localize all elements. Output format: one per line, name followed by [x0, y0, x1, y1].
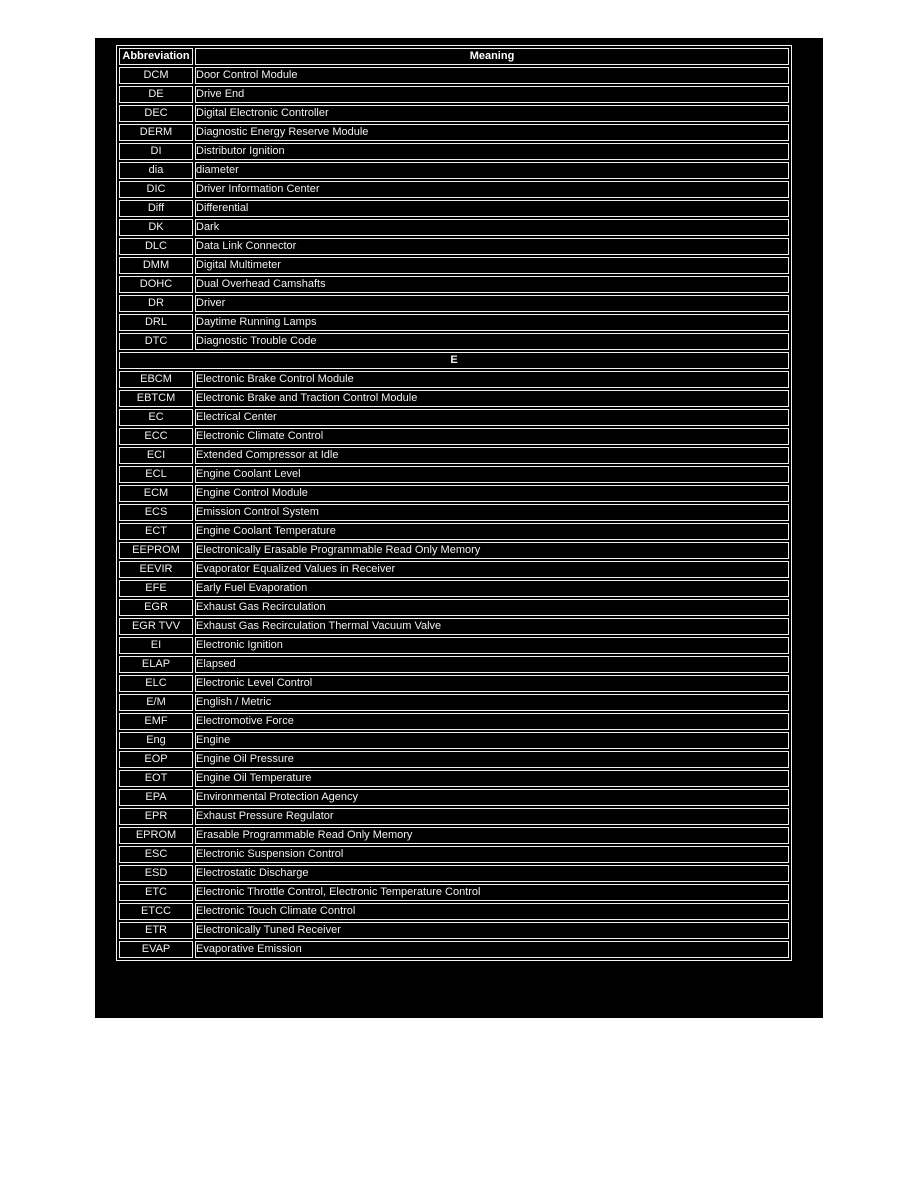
meaning-cell: Electronic Throttle Control, Electronic Temperature Control — [195, 884, 789, 901]
abbreviation-cell: EBCM — [119, 371, 193, 388]
meaning-cell: Diagnostic Trouble Code — [195, 333, 789, 350]
abbreviation-cell: ESC — [119, 846, 193, 863]
meaning-cell: Drive End — [195, 86, 789, 103]
abbreviation-cell: ELAP — [119, 656, 193, 673]
table-row — [119, 371, 789, 388]
abbreviation-column-header: Abbreviation — [119, 48, 193, 65]
table-row — [119, 466, 789, 483]
table-row — [119, 808, 789, 825]
table-row — [119, 504, 789, 521]
meaning-cell: Data Link Connector — [195, 238, 789, 255]
meaning-cell: Electronically Erasable Programmable Read Only Memory — [195, 542, 789, 559]
header-row — [119, 48, 789, 65]
meaning-cell: Electrostatic Discharge — [195, 865, 789, 882]
table-row — [119, 599, 789, 616]
meaning-cell: Environmental Protection Agency — [195, 789, 789, 806]
abbreviation-cell: EBTCM — [119, 390, 193, 407]
abbreviation-cell: ESD — [119, 865, 193, 882]
table-row — [119, 276, 789, 293]
meaning-cell: Electronic Ignition — [195, 637, 789, 654]
abbreviation-cell: DK — [119, 219, 193, 236]
table-row — [119, 732, 789, 749]
table-row — [119, 694, 789, 711]
table-row — [119, 314, 789, 331]
meaning-cell: Exhaust Pressure Regulator — [195, 808, 789, 825]
abbreviation-cell: EGR TVV — [119, 618, 193, 635]
table-row — [119, 827, 789, 844]
abbreviation-cell: DRL — [119, 314, 193, 331]
meaning-cell: Daytime Running Lamps — [195, 314, 789, 331]
table-panel — [95, 38, 823, 1018]
table-row — [119, 333, 789, 350]
abbreviation-cell: DLC — [119, 238, 193, 255]
abbreviation-cell: ECS — [119, 504, 193, 521]
abbreviation-cell: DCM — [119, 67, 193, 84]
meaning-cell: Door Control Module — [195, 67, 789, 84]
abbreviation-cell: EOP — [119, 751, 193, 768]
meaning-cell: Electronic Level Control — [195, 675, 789, 692]
table-row — [119, 485, 789, 502]
table-row — [119, 200, 789, 217]
table-row — [119, 124, 789, 141]
abbreviation-cell: DEC — [119, 105, 193, 122]
abbreviation-cell: EVAP — [119, 941, 193, 958]
table-row — [119, 561, 789, 578]
meaning-cell: Engine Control Module — [195, 485, 789, 502]
meaning-cell: Electronic Brake and Traction Control Module — [195, 390, 789, 407]
meaning-cell: English / Metric — [195, 694, 789, 711]
meaning-cell: Distributor Ignition — [195, 143, 789, 160]
section-label: E — [119, 352, 789, 369]
meaning-cell: Engine Coolant Temperature — [195, 523, 789, 540]
abbreviation-cell: EEPROM — [119, 542, 193, 559]
table-row — [119, 637, 789, 654]
abbreviation-cell: DMM — [119, 257, 193, 274]
abbreviation-cell: EC — [119, 409, 193, 426]
meaning-cell: Early Fuel Evaporation — [195, 580, 789, 597]
abbreviation-cell: ECM — [119, 485, 193, 502]
abbreviation-cell: DI — [119, 143, 193, 160]
meaning-cell: Dual Overhead Camshafts — [195, 276, 789, 293]
table-row — [119, 143, 789, 160]
table-row — [119, 219, 789, 236]
meaning-cell: Evaporative Emission — [195, 941, 789, 958]
abbreviation-cell: ECI — [119, 447, 193, 464]
abbreviation-cell: EFE — [119, 580, 193, 597]
meaning-cell: Diagnostic Energy Reserve Module — [195, 124, 789, 141]
meaning-cell: Erasable Programmable Read Only Memory — [195, 827, 789, 844]
abbreviation-cell: EPROM — [119, 827, 193, 844]
table-row — [119, 675, 789, 692]
meaning-cell: Exhaust Gas Recirculation Thermal Vacuum Valve — [195, 618, 789, 635]
abbreviation-cell: dia — [119, 162, 193, 179]
table-row — [119, 390, 789, 407]
section-row — [119, 352, 789, 369]
abbreviation-cell: DIC — [119, 181, 193, 198]
table-row — [119, 751, 789, 768]
abbreviation-cell: ECL — [119, 466, 193, 483]
table-row — [119, 523, 789, 540]
table-row — [119, 789, 789, 806]
table-row — [119, 447, 789, 464]
meaning-cell: Electronic Suspension Control — [195, 846, 789, 863]
meaning-cell: Digital Electronic Controller — [195, 105, 789, 122]
meaning-cell: Exhaust Gas Recirculation — [195, 599, 789, 616]
meaning-column-header: Meaning — [195, 48, 789, 65]
abbreviation-cell: E/M — [119, 694, 193, 711]
abbreviation-cell: EPA — [119, 789, 193, 806]
meaning-cell: Electronically Tuned Receiver — [195, 922, 789, 939]
table-row — [119, 409, 789, 426]
abbrev-table-body — [119, 67, 789, 958]
table-row — [119, 428, 789, 445]
meaning-cell: Driver — [195, 295, 789, 312]
table-row — [119, 295, 789, 312]
abbreviation-cell: Diff — [119, 200, 193, 217]
abbreviation-cell: Eng — [119, 732, 193, 749]
meaning-cell: Extended Compressor at Idle — [195, 447, 789, 464]
table-row — [119, 542, 789, 559]
abbreviation-cell: ETCC — [119, 903, 193, 920]
meaning-cell: Engine Oil Temperature — [195, 770, 789, 787]
abbreviation-cell: DERM — [119, 124, 193, 141]
table-row — [119, 770, 789, 787]
table-row — [119, 162, 789, 179]
abbreviation-cell: EGR — [119, 599, 193, 616]
table-row — [119, 903, 789, 920]
table-row — [119, 257, 789, 274]
table-row — [119, 238, 789, 255]
table-row — [119, 656, 789, 673]
abbreviation-cell: ECC — [119, 428, 193, 445]
abbreviation-cell: EPR — [119, 808, 193, 825]
abbreviation-cell: DOHC — [119, 276, 193, 293]
table-row — [119, 580, 789, 597]
meaning-cell: Engine Oil Pressure — [195, 751, 789, 768]
meaning-cell: Engine — [195, 732, 789, 749]
abbreviation-table — [116, 45, 792, 961]
table-row — [119, 86, 789, 103]
meaning-cell: Emission Control System — [195, 504, 789, 521]
meaning-cell: Engine Coolant Level — [195, 466, 789, 483]
abbreviation-cell: ECT — [119, 523, 193, 540]
abbreviation-cell: ELC — [119, 675, 193, 692]
meaning-cell: Evaporator Equalized Values in Receiver — [195, 561, 789, 578]
meaning-cell: Electronic Brake Control Module — [195, 371, 789, 388]
table-row — [119, 618, 789, 635]
table-row — [119, 865, 789, 882]
meaning-cell: Digital Multimeter — [195, 257, 789, 274]
meaning-cell: Electrical Center — [195, 409, 789, 426]
abbreviation-cell: EOT — [119, 770, 193, 787]
meaning-cell: Electronic Touch Climate Control — [195, 903, 789, 920]
meaning-cell: Elapsed — [195, 656, 789, 673]
table-row — [119, 922, 789, 939]
table-row — [119, 884, 789, 901]
abbreviation-cell: ETR — [119, 922, 193, 939]
table-row — [119, 846, 789, 863]
table-row — [119, 941, 789, 958]
meaning-cell: Dark — [195, 219, 789, 236]
abbreviation-cell: EI — [119, 637, 193, 654]
table-row — [119, 67, 789, 84]
abbreviation-cell: EMF — [119, 713, 193, 730]
abbreviation-cell: EEVIR — [119, 561, 193, 578]
table-row — [119, 105, 789, 122]
meaning-cell: Driver Information Center — [195, 181, 789, 198]
meaning-cell: diameter — [195, 162, 789, 179]
abbreviation-cell: ETC — [119, 884, 193, 901]
abbreviation-cell: DR — [119, 295, 193, 312]
meaning-cell: Differential — [195, 200, 789, 217]
meaning-cell: Electronic Climate Control — [195, 428, 789, 445]
table-row — [119, 181, 789, 198]
abbreviation-cell: DE — [119, 86, 193, 103]
table-row — [119, 713, 789, 730]
abbreviation-cell: DTC — [119, 333, 193, 350]
meaning-cell: Electromotive Force — [195, 713, 789, 730]
